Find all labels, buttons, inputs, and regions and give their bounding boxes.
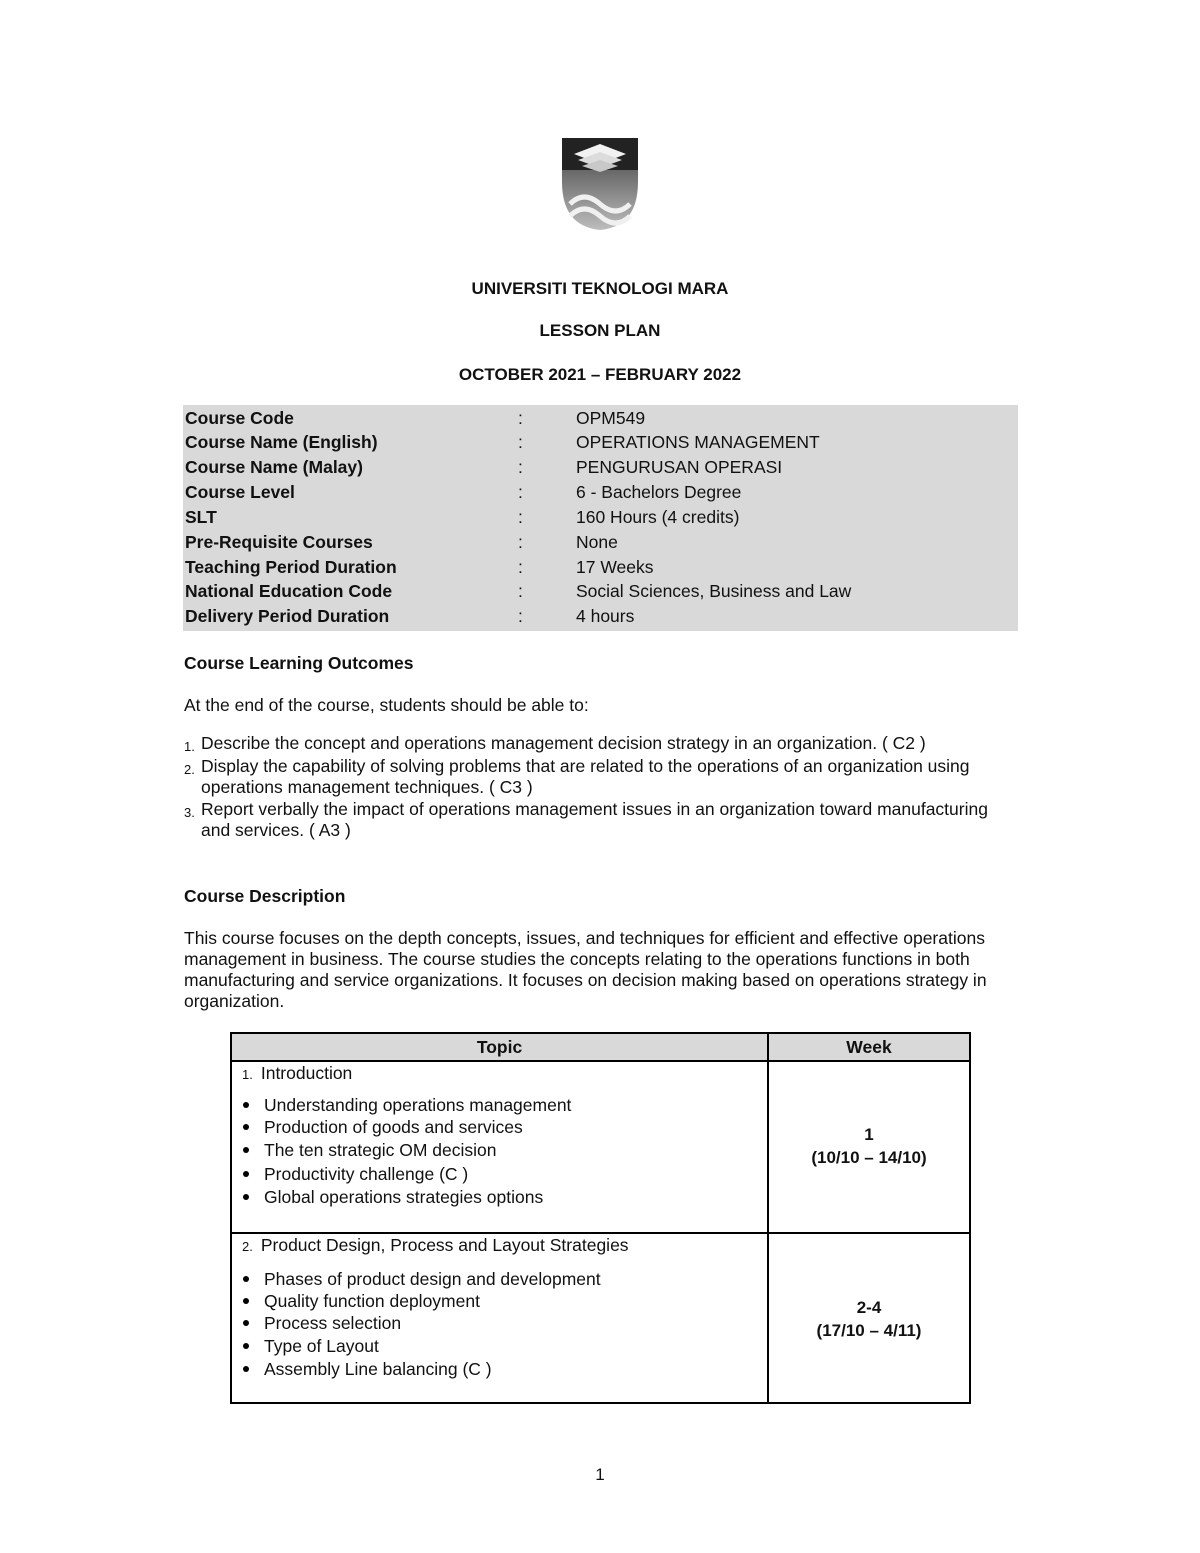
list-item: The ten strategic OM decision [242, 1139, 742, 1161]
list-item: Global operations strategies options [242, 1186, 742, 1208]
info-separator: : [518, 482, 523, 502]
clo-number: 3. [184, 805, 195, 820]
info-separator: : [518, 408, 523, 428]
description-heading: Course Description [184, 886, 346, 906]
info-separator: : [518, 581, 523, 601]
row-divider [232, 1232, 969, 1234]
clo-item [184, 756, 1019, 798]
week-cell [769, 1296, 969, 1342]
course-info-table [183, 405, 1018, 631]
topic-name: Introduction [260, 1063, 353, 1083]
bullet-icon [243, 1298, 249, 1304]
info-label: National Education Code [185, 581, 393, 601]
info-label: Course Code [185, 408, 294, 428]
info-value: 160 Hours (4 credits) [576, 507, 740, 527]
week-dates: (17/10 – 4/11) [816, 1321, 922, 1340]
topic-number: 1. [242, 1067, 253, 1082]
clo-item [184, 733, 1019, 754]
info-label: Delivery Period Duration [185, 606, 390, 626]
info-value: None [576, 532, 618, 552]
academic-session: OCTOBER 2021 – FEBRUARY 2022 [458, 365, 742, 384]
week-number: 1 [864, 1125, 874, 1144]
clo-heading: Course Learning Outcomes [184, 653, 414, 673]
week-column-header: Week [846, 1037, 892, 1057]
week-cell [769, 1123, 969, 1169]
topic-name: Product Design, Process and Layout Strategies [260, 1235, 629, 1255]
bullet-icon [243, 1194, 249, 1200]
bullet-icon [243, 1102, 249, 1108]
topic-title [242, 1063, 352, 1084]
info-value: PENGURUSAN OPERASI [576, 457, 783, 477]
bullet-icon [243, 1147, 249, 1153]
schedule-table [230, 1032, 971, 1404]
info-value: 4 hours [576, 606, 635, 626]
info-label: Teaching Period Duration [185, 557, 397, 577]
info-label: Course Name (English) [185, 432, 378, 452]
info-separator: : [518, 432, 523, 452]
info-separator: : [518, 532, 523, 552]
topic-column-header: Topic [476, 1037, 523, 1057]
column-divider [767, 1034, 769, 1402]
bullet-icon [243, 1343, 249, 1349]
info-value: Social Sciences, Business and Law [576, 581, 852, 601]
clo-item [184, 799, 1019, 841]
university-logo [560, 134, 640, 232]
bullet-icon [243, 1366, 249, 1372]
clo-intro: At the end of the course, students should be able to: [184, 695, 589, 715]
page-number: 1 [595, 1465, 605, 1484]
info-separator: : [518, 507, 523, 527]
clo-number: 1. [184, 739, 195, 754]
info-separator: : [518, 557, 523, 577]
info-value: OPM549 [576, 408, 646, 428]
list-item: Phases of product design and development [242, 1268, 742, 1290]
list-item: Productivity challenge (C ) [242, 1163, 742, 1185]
info-label: SLT [185, 507, 217, 527]
list-item: Understanding operations management [242, 1094, 742, 1116]
info-label: Pre-Requisite Courses [185, 532, 373, 552]
info-separator: : [518, 457, 523, 477]
info-label: Course Level [185, 482, 295, 502]
clo-text: Describe the concept and operations management decision strategy in an organization. ( C2 ) [201, 733, 926, 753]
list-item: Process selection [242, 1312, 742, 1334]
document-title: LESSON PLAN [539, 321, 661, 340]
list-item: Type of Layout [242, 1335, 742, 1357]
university-name: UNIVERSITI TEKNOLOGI MARA [471, 279, 729, 298]
week-number: 2-4 [856, 1298, 882, 1317]
info-value: 17 Weeks [576, 557, 654, 577]
description-text: This course focuses on the depth concepts, issues, and techniques for efficient and effective operations management in business. The course studies the concepts relating to the operations functions in both manufacturing and service organizations. It focuses on decision making based on operations strategy in organization. [184, 928, 987, 1011]
info-separator: : [518, 606, 523, 626]
clo-text: Report verbally the impact of operations management issues in an organization toward manufacturing and services. ( A3 ) [201, 799, 988, 840]
list-item: Quality function deployment [242, 1290, 742, 1312]
list-item: Production of goods and services [242, 1116, 742, 1138]
bullet-icon [243, 1276, 249, 1282]
list-item: Assembly Line balancing (C ) [242, 1358, 742, 1380]
topic-title [242, 1235, 629, 1256]
bullet-icon [243, 1171, 249, 1177]
week-dates: (10/10 – 14/10) [811, 1148, 927, 1167]
bullet-icon [243, 1124, 249, 1130]
clo-number: 2. [184, 762, 195, 777]
info-value: OPERATIONS MANAGEMENT [576, 432, 820, 452]
topic-number: 2. [242, 1239, 253, 1254]
info-label: Course Name (Malay) [185, 457, 363, 477]
bullet-icon [243, 1320, 249, 1326]
clo-text: Display the capability of solving problems that are related to the operations of an organization using operations management techniques. ( C3 ) [201, 756, 970, 797]
info-value: 6 - Bachelors Degree [576, 482, 742, 502]
